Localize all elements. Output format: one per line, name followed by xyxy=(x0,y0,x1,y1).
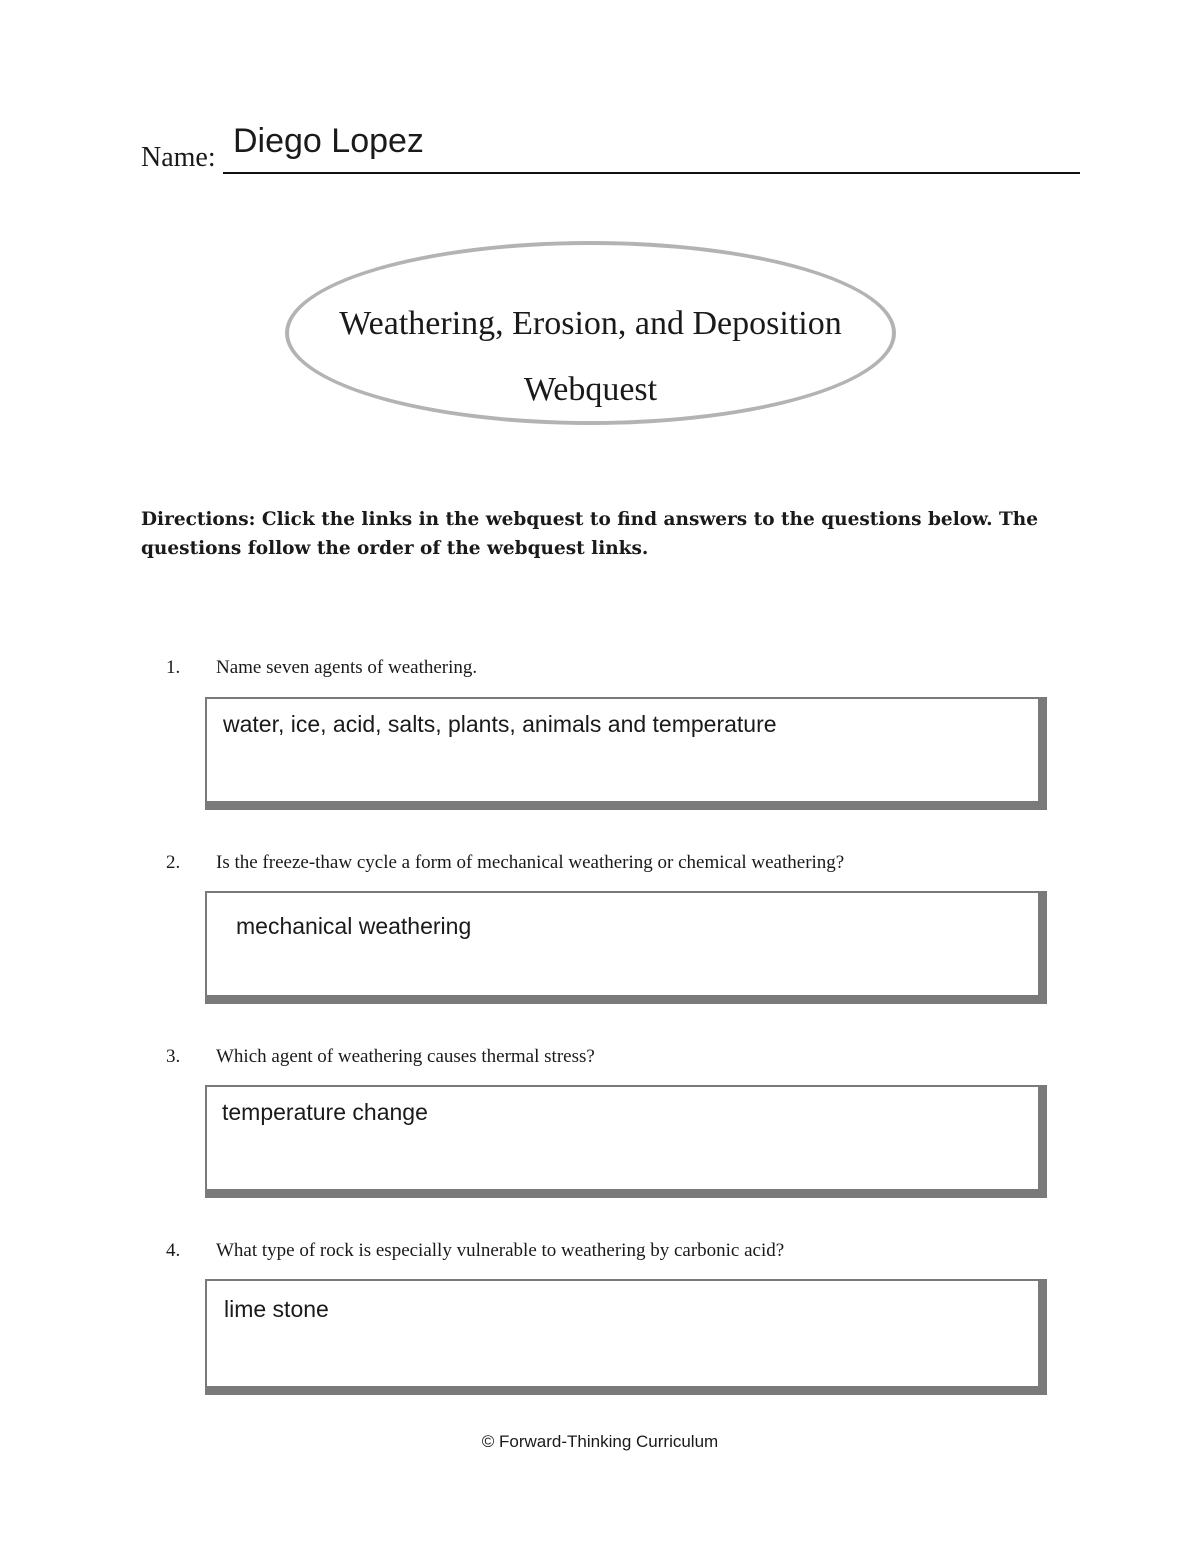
question-number: 3. xyxy=(166,1046,181,1067)
answer-text[interactable]: water, ice, acid, salts, plants, animals and temperature xyxy=(223,711,777,737)
question-number: 4. xyxy=(166,1240,181,1261)
answer-text[interactable]: lime stone xyxy=(224,1296,329,1322)
answer-box-3[interactable] xyxy=(205,1085,1047,1198)
question-text: Which agent of weathering causes thermal stress? xyxy=(216,1046,595,1067)
name-row xyxy=(141,120,1081,180)
page-title: Weathering, Erosion, and Deposition xyxy=(339,305,842,342)
footer-copyright: © Forward-Thinking Curriculum xyxy=(481,1432,719,1451)
answer-text[interactable]: mechanical weathering xyxy=(236,913,472,939)
page-subtitle: Webquest xyxy=(523,371,658,408)
question-text: What type of rock is especially vulnerable to weathering by carbonic acid? xyxy=(216,1240,785,1261)
name-underline xyxy=(223,172,1080,174)
question-text: Is the freeze-thaw cycle a form of mechanical weathering or chemical weathering? xyxy=(216,852,845,873)
question-number: 1. xyxy=(166,657,181,678)
name-label: Name: xyxy=(141,142,216,173)
answer-box-1[interactable] xyxy=(205,697,1047,810)
name-field[interactable]: Diego Lopez xyxy=(233,122,424,160)
question-number: 2. xyxy=(166,852,181,873)
answer-box-2[interactable] xyxy=(205,891,1047,1004)
question-text: Name seven agents of weathering. xyxy=(216,657,478,678)
answer-text[interactable]: temperature change xyxy=(222,1099,428,1125)
directions-text: Directions: Click the links in the webquest to find answers to the questions below. The questions follow the order of the webquest links. xyxy=(141,509,1038,559)
answer-box-4[interactable] xyxy=(205,1279,1047,1395)
title-oval xyxy=(285,241,896,425)
